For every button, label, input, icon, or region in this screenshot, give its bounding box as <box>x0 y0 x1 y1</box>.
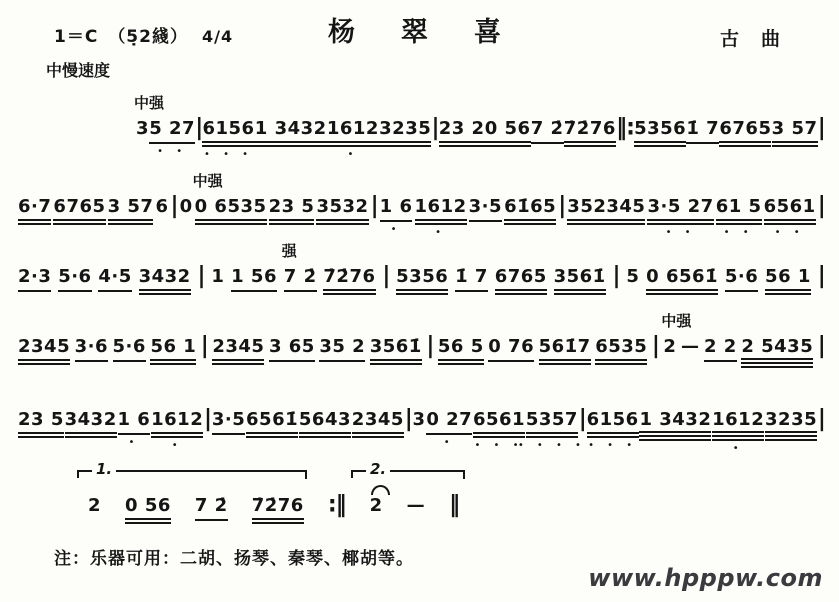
barline: | <box>382 262 390 289</box>
note-digits: 352345 <box>567 197 645 225</box>
note-group <box>352 410 404 438</box>
note-digits: 7̇2̇76 <box>323 267 375 295</box>
note-group <box>316 197 368 225</box>
note-digits: 6156 <box>587 410 639 438</box>
note-digits: 1 6 <box>118 410 151 435</box>
tuning-indication: （5̣2綫） <box>108 27 188 47</box>
barline: | <box>817 332 825 359</box>
barline: | <box>197 262 205 289</box>
low-octave-dots: • <box>128 436 140 448</box>
note-digits: 61̇65 <box>504 197 556 225</box>
low-octave-dots: • • • <box>588 439 638 451</box>
barline: | <box>817 405 825 432</box>
note-digits: 5357 <box>526 410 578 438</box>
low-octave-dots: • • <box>665 226 696 238</box>
note-digits: 56 1 <box>765 267 811 295</box>
note-group <box>725 267 758 292</box>
key-signature: 1＝C <box>54 27 99 47</box>
barline: | <box>204 405 212 432</box>
note-digits: 6765 <box>495 267 547 295</box>
note-group <box>202 118 255 160</box>
note-group <box>715 196 762 238</box>
low-octave-dots: • <box>171 439 183 451</box>
note-group <box>323 267 375 295</box>
note-digits: 2 <box>663 336 677 357</box>
note-group <box>192 172 267 225</box>
note-group <box>455 267 488 292</box>
dynamic-marking: 中强 <box>134 94 165 112</box>
note-group <box>407 496 426 517</box>
note-digits: 4·5 <box>98 267 131 292</box>
note-group <box>495 267 547 295</box>
note-group <box>326 118 379 160</box>
note-group <box>108 197 154 225</box>
note-group <box>88 496 101 517</box>
note-group <box>246 410 298 438</box>
dynamic-marking: 强 <box>281 242 297 260</box>
fermata-arc-icon <box>371 485 390 495</box>
note-group <box>98 267 131 292</box>
note-digits: 2 <box>88 495 102 516</box>
note-digits: 3 <box>136 118 150 139</box>
barline: ‖ <box>449 491 460 518</box>
barline: | <box>200 332 208 359</box>
note-group <box>150 337 196 365</box>
note-digits: 1612 <box>327 119 379 147</box>
low-octave-dots: • • <box>723 226 754 238</box>
low-octave-dots: • • • <box>474 439 524 451</box>
note-digits: 1 6 <box>380 197 413 222</box>
note-group <box>269 197 315 225</box>
note-digits: 1̇ 7 <box>455 267 488 292</box>
notation-line-2 <box>18 172 825 238</box>
note-group <box>151 409 204 451</box>
low-octave-dots: • • • • <box>517 439 586 451</box>
note-digits: — <box>680 336 700 357</box>
note-digits: 3235 <box>765 410 817 441</box>
barline: :‖ <box>327 491 346 518</box>
note-digits: 7̇2̇76 <box>252 496 304 524</box>
barline: | <box>431 114 439 141</box>
barline: | <box>578 405 586 432</box>
note-group <box>370 337 422 365</box>
note-group <box>211 267 224 288</box>
notation-line-3 <box>18 242 825 295</box>
note-group <box>639 410 711 441</box>
dynamic-marking: 中强 <box>192 172 223 190</box>
note-digits: 3432 <box>139 267 191 295</box>
note-digits: 6156 <box>202 119 254 147</box>
note-group <box>765 410 817 441</box>
note-group <box>379 119 431 147</box>
note-digits: 3561̇ <box>370 337 422 365</box>
note-digits: 2345 <box>352 410 404 438</box>
note-group <box>212 410 245 435</box>
note-group <box>681 337 700 358</box>
note-group <box>53 197 105 225</box>
note-group <box>488 337 534 362</box>
note-group <box>439 119 485 147</box>
note-digits: 0 <box>179 196 193 217</box>
note-group <box>231 267 277 292</box>
note-digits: 3561̇ <box>554 267 606 295</box>
notation-area <box>18 0 825 602</box>
note-digits: 6561̇ <box>246 410 298 438</box>
note-digits: 5356 <box>396 267 448 295</box>
barline: | <box>195 114 203 141</box>
note-digits: 2 2 <box>704 337 737 362</box>
barline: | <box>370 192 378 219</box>
note-digits: 2·3 <box>18 267 51 292</box>
note-digits: 7 2̇ <box>531 119 564 144</box>
note-digits: 3235 <box>379 119 431 147</box>
note-group <box>18 337 70 365</box>
note-group <box>195 496 228 521</box>
note-group <box>626 267 639 288</box>
note-digits: 1̇ 7 <box>686 119 719 144</box>
notation-line-5 <box>18 405 825 454</box>
note-digits: 3432 <box>65 410 117 438</box>
low-octave-dots: • <box>443 436 455 448</box>
note-digits: 7̇2̇76 <box>564 119 616 147</box>
note-digits: 6765 <box>719 119 771 147</box>
note-group <box>438 337 484 365</box>
note-digits: 1612 <box>712 410 764 441</box>
note-group <box>134 94 165 140</box>
note-group <box>379 196 413 235</box>
note-group <box>485 119 531 147</box>
note-group <box>765 267 811 295</box>
note-group <box>255 119 327 147</box>
low-octave-dots: • <box>732 442 744 454</box>
low-octave-dots: • <box>347 148 359 160</box>
note-digits: 56 1 <box>150 337 196 365</box>
note-digits: 56 5 <box>438 337 484 365</box>
barline: | <box>170 192 178 219</box>
note-group <box>469 197 502 222</box>
note-group <box>472 409 526 451</box>
dynamic-marking: 中强 <box>661 312 692 330</box>
note-digits: 2 <box>369 495 383 516</box>
low-octave-dots: • • • <box>204 148 254 160</box>
note-group <box>113 337 146 362</box>
note-digits: 1 3432 <box>639 410 711 441</box>
note-digits: 6561 <box>473 410 525 438</box>
note-digits: 3·6 <box>75 337 108 362</box>
note-group <box>646 267 718 295</box>
note-digits: 0 56 <box>125 496 171 524</box>
piece-title: 杨翠喜 <box>328 17 547 48</box>
note-group <box>18 410 64 438</box>
note-digits: 6 <box>155 196 169 217</box>
note-digits: 23 2 <box>439 119 485 147</box>
note-digits: 61 5 <box>716 197 762 225</box>
note-digits: 3 57 <box>772 119 818 147</box>
note-group <box>18 267 51 292</box>
note-digits: 23 5 <box>269 197 315 225</box>
instrumentation-note: 注：乐器可用：二胡、扬琴、秦琴、椰胡等。 <box>54 549 414 569</box>
note-digits: 3 65 <box>269 337 315 362</box>
note-group <box>531 119 564 144</box>
note-digits: 6535 <box>595 337 647 365</box>
note-digits: 0 76 <box>488 337 534 362</box>
note-group <box>595 337 647 365</box>
note-group <box>370 496 383 517</box>
note-digits: 5643 <box>299 410 351 438</box>
barline: | <box>651 332 659 359</box>
note-digits: 5·6 <box>58 267 91 292</box>
note-digits: 3·5 <box>469 197 502 222</box>
note-digits: 35 2 <box>319 337 365 362</box>
note-group <box>504 197 556 225</box>
note-group <box>712 409 765 454</box>
note-group <box>396 267 448 295</box>
note-group <box>661 312 692 358</box>
low-octave-dots: • • <box>157 145 188 157</box>
note-group <box>741 337 813 368</box>
note-group <box>564 119 616 147</box>
note-group <box>269 337 315 362</box>
barline: | <box>817 192 825 219</box>
note-group <box>426 409 473 448</box>
time-signature: 4/4 <box>201 27 234 46</box>
note-digits: 1612 <box>151 410 203 438</box>
note-digits: 5·6 <box>113 337 146 362</box>
note-group <box>155 197 168 218</box>
note-digits: 0 6561̇ <box>646 267 718 295</box>
notation-line-4 <box>18 312 825 368</box>
note-group <box>586 409 639 451</box>
note-digits: 5356 <box>634 119 686 147</box>
note-digits: 1 3432 <box>255 119 327 147</box>
note-digits: 1 <box>211 266 225 287</box>
note-digits: 561̇7 <box>539 337 591 365</box>
note-group <box>65 410 117 438</box>
note-group <box>299 410 351 438</box>
low-octave-dots: • • <box>774 226 805 238</box>
note-group <box>212 337 264 365</box>
note-digits: 7 2̇ <box>284 267 317 292</box>
note-group <box>704 337 737 362</box>
note-digits: 3 57 <box>108 197 154 225</box>
note-group <box>139 267 191 295</box>
note-digits: 0 27 <box>426 410 472 435</box>
low-octave-dots: • <box>390 223 402 235</box>
note-digits: 1 56 <box>231 267 277 292</box>
note-digits: 6765 <box>53 197 105 225</box>
note-group <box>719 119 771 147</box>
low-octave-dots: • <box>435 226 447 238</box>
barline: | <box>817 262 825 289</box>
note-group <box>180 197 193 218</box>
note-digits: 6561 <box>764 197 816 225</box>
note-group <box>414 196 467 238</box>
volta-bracket-1 <box>78 460 306 484</box>
note-digits: 0 6535 <box>195 197 267 225</box>
note-group <box>647 196 714 238</box>
volta-label-2: 2. <box>366 460 390 478</box>
tempo-marking: 中慢速度 <box>46 61 111 80</box>
volta-label-1: 1. <box>92 460 116 478</box>
note-digits: 3·5 27 <box>647 197 713 225</box>
composer-credit: 古曲 <box>720 28 803 50</box>
barline: | <box>558 192 566 219</box>
barline: | <box>612 262 620 289</box>
notation-line-6 <box>18 492 825 524</box>
note-digits: 1612 <box>415 197 467 225</box>
barline: | <box>404 405 412 432</box>
note-group <box>149 118 196 157</box>
note-digits: 5 27 <box>149 119 195 144</box>
note-digits: 6·7 <box>18 197 51 225</box>
note-digits: 3·5 <box>212 410 245 435</box>
note-group <box>281 242 317 292</box>
note-digits: 2345 <box>212 337 264 365</box>
note-group <box>117 409 151 448</box>
note-digits: 3 <box>412 409 426 430</box>
volta-bracket-2 <box>352 460 464 484</box>
note-digits: 2345 <box>18 337 70 365</box>
barline: | <box>426 332 434 359</box>
note-group <box>554 267 606 295</box>
note-group <box>517 409 586 451</box>
note-digits: — <box>406 495 426 516</box>
note-group <box>686 119 719 144</box>
note-group <box>18 197 51 225</box>
note-digits: 23 5 <box>18 410 64 438</box>
watermark-url: www.hpppw.com <box>588 564 823 592</box>
note-group <box>75 337 108 362</box>
note-digits: 0 56 <box>485 119 531 147</box>
note-group <box>539 337 591 365</box>
barline: ‖: <box>616 114 634 141</box>
note-digits: 3532 <box>316 197 368 225</box>
note-digits: 7 2̇ <box>195 496 228 521</box>
note-group <box>634 119 686 147</box>
note-digits: 5·6 <box>725 267 758 292</box>
note-digits: 5 <box>626 266 640 287</box>
note-group <box>252 496 304 524</box>
note-group <box>413 410 426 431</box>
notation-line-1 <box>18 94 825 160</box>
note-group <box>125 496 171 524</box>
note-group <box>58 267 91 292</box>
barline: | <box>817 114 825 141</box>
note-digits: 2 5435 <box>741 337 813 368</box>
note-group <box>319 337 365 362</box>
note-group <box>763 196 816 238</box>
note-group <box>567 197 645 225</box>
note-group <box>772 119 818 147</box>
